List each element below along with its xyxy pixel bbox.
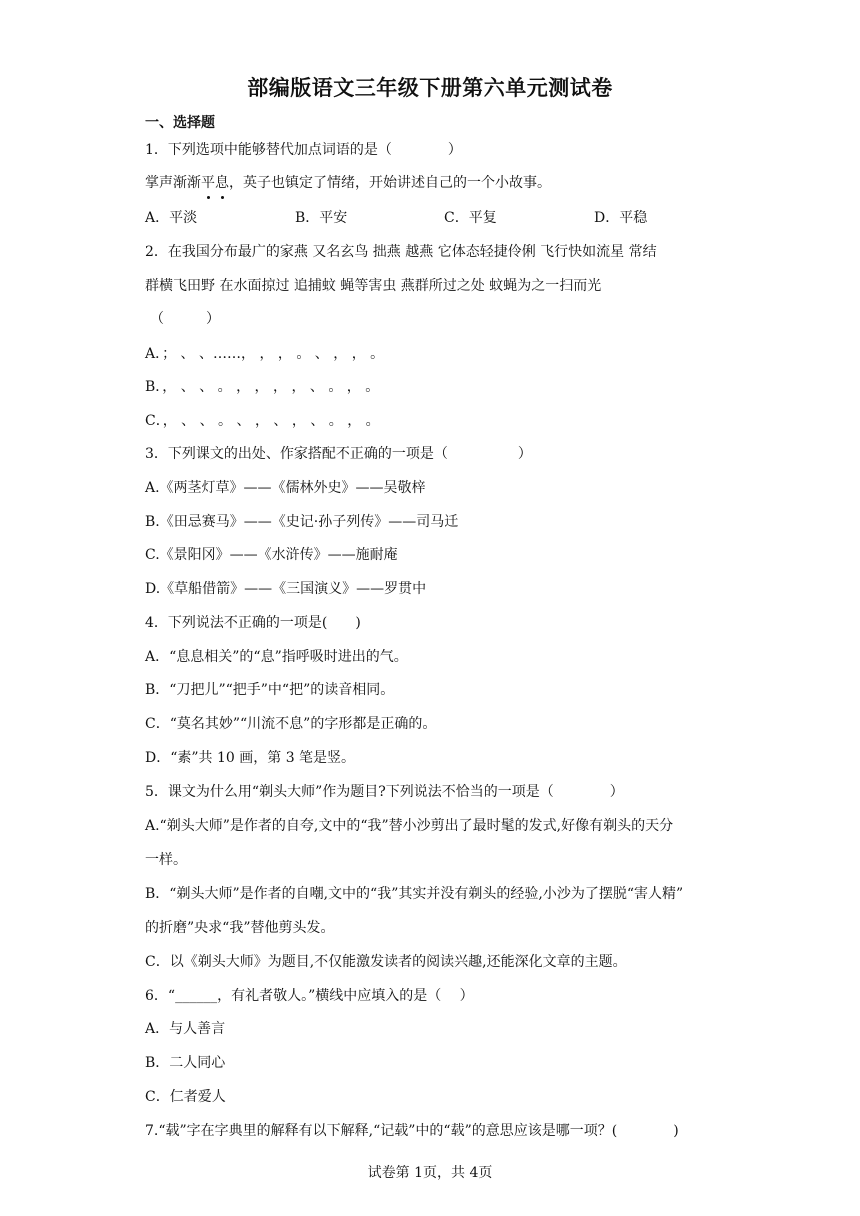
- sentence-text: ，英子也镇定了情绪，开始讲述自己的一个小故事。: [229, 175, 551, 191]
- section-heading: 一、选择题: [145, 115, 215, 131]
- question-2-stem-line1: 2．在我国分布最广的家燕 又名玄鸟 拙燕 越燕 它体态轻捷伶俐 飞行快如流星 常结: [145, 244, 657, 260]
- question-4-stem: 4．下列说法不正确的一项是( ): [145, 615, 361, 631]
- question-2-option-c: C．， 、 、 。 、 ， 、 ， 、 。 ， 。: [145, 413, 380, 429]
- question-1-stem: 1．下列选项中能够替代加点词语的是（ ）: [145, 142, 462, 158]
- question-7-stem: 7.“载”字在字典里的解释有以下解释,“记载”中的“载”的意思应该是哪一项？( ): [145, 1123, 679, 1139]
- question-2-stem-line2: 群横飞田野 在水面掠过 追捕蚊 蝇等害虫 燕群所过之处 蚊蝇为之一扫而光: [145, 278, 602, 294]
- question-4-option-a: A．“息息相关”的“息”指呼吸时进出的气。: [145, 649, 408, 665]
- question-5-option-b-cont: 的折磨”央求“我”替他剪头发。: [145, 920, 335, 936]
- question-1-options: [0, 207, 860, 227]
- question-2-option-a: A．； 、 、……， ， ， 。 、 ， ， 。: [145, 346, 385, 362]
- question-1-sentence: [145, 173, 551, 193]
- option-b: B．平安: [295, 210, 348, 226]
- page-footer: 试卷第 1页，共 4页: [367, 1165, 493, 1181]
- question-4-option-c: C．“莫名其妙”“川流不息”的字形都是正确的。: [145, 716, 437, 732]
- question-5-option-c: C．以《剃头大师》为题目,不仅能激发读者的阅读兴趣,还能深化文章的主题。: [145, 954, 627, 970]
- sentence-text: 掌声渐渐: [145, 175, 201, 191]
- question-6-option-c: C．仁者爱人: [145, 1089, 226, 1105]
- page-title: 部编版语文三年级下册第六单元测试卷: [247, 76, 613, 100]
- question-3-stem: 3．下列课文的出处、作家搭配不正确的一项是（ ）: [145, 446, 532, 462]
- question-5-option-b: B．“剃头大师”是作者的自嘲,文中的“我”其实并没有剃头的经验,小沙为了摆脱“害人精”: [145, 886, 684, 902]
- question-6-option-a: A．与人善言: [145, 1021, 226, 1037]
- question-5-stem: 5．课文为什么用“剃头大师”作为题目?下列说法不恰当的一项是（ ）: [145, 784, 624, 800]
- dotted-char: 平: [201, 175, 215, 191]
- question-3-option-b: B.《田忌赛马》——《史记·孙子列传》——司马迁: [145, 514, 459, 530]
- question-4-option-d: D．“素”共 10 画，第 3 笔是竖。: [145, 750, 356, 766]
- question-5-option-a: A.“剃头大师”是作者的自夸,文中的“我”替小沙剪出了最时髦的发式,好像有剃头的天分: [145, 818, 674, 834]
- question-3-option-a: A.《两茎灯草》——《儒林外史》——吴敬梓: [145, 480, 426, 496]
- dotted-char: 息: [215, 175, 229, 191]
- question-6-stem: 6．“______，有礼者敬人。”横线中应填入的是（ ）: [145, 988, 474, 1004]
- question-5-option-a-cont: 一样。: [145, 852, 187, 868]
- option-a: A．平淡: [145, 210, 198, 226]
- question-3-option-d: D.《草船借箭》——《三国演义》——罗贯中: [145, 581, 427, 597]
- option-c: C．平复: [444, 210, 497, 226]
- question-6-option-b: B．二人同心: [145, 1055, 226, 1071]
- question-2-paren: （ ）: [150, 311, 220, 327]
- question-3-option-c: C.《景阳冈》——《水浒传》——施耐庵: [145, 547, 398, 563]
- question-4-option-b: B．“刀把儿”“把手”中“把”的读音相同。: [145, 682, 395, 698]
- question-2-option-b: B．， 、 、 。 ， ， ， ， 、 。 ， 。: [145, 379, 380, 395]
- option-d: D．平稳: [594, 210, 648, 226]
